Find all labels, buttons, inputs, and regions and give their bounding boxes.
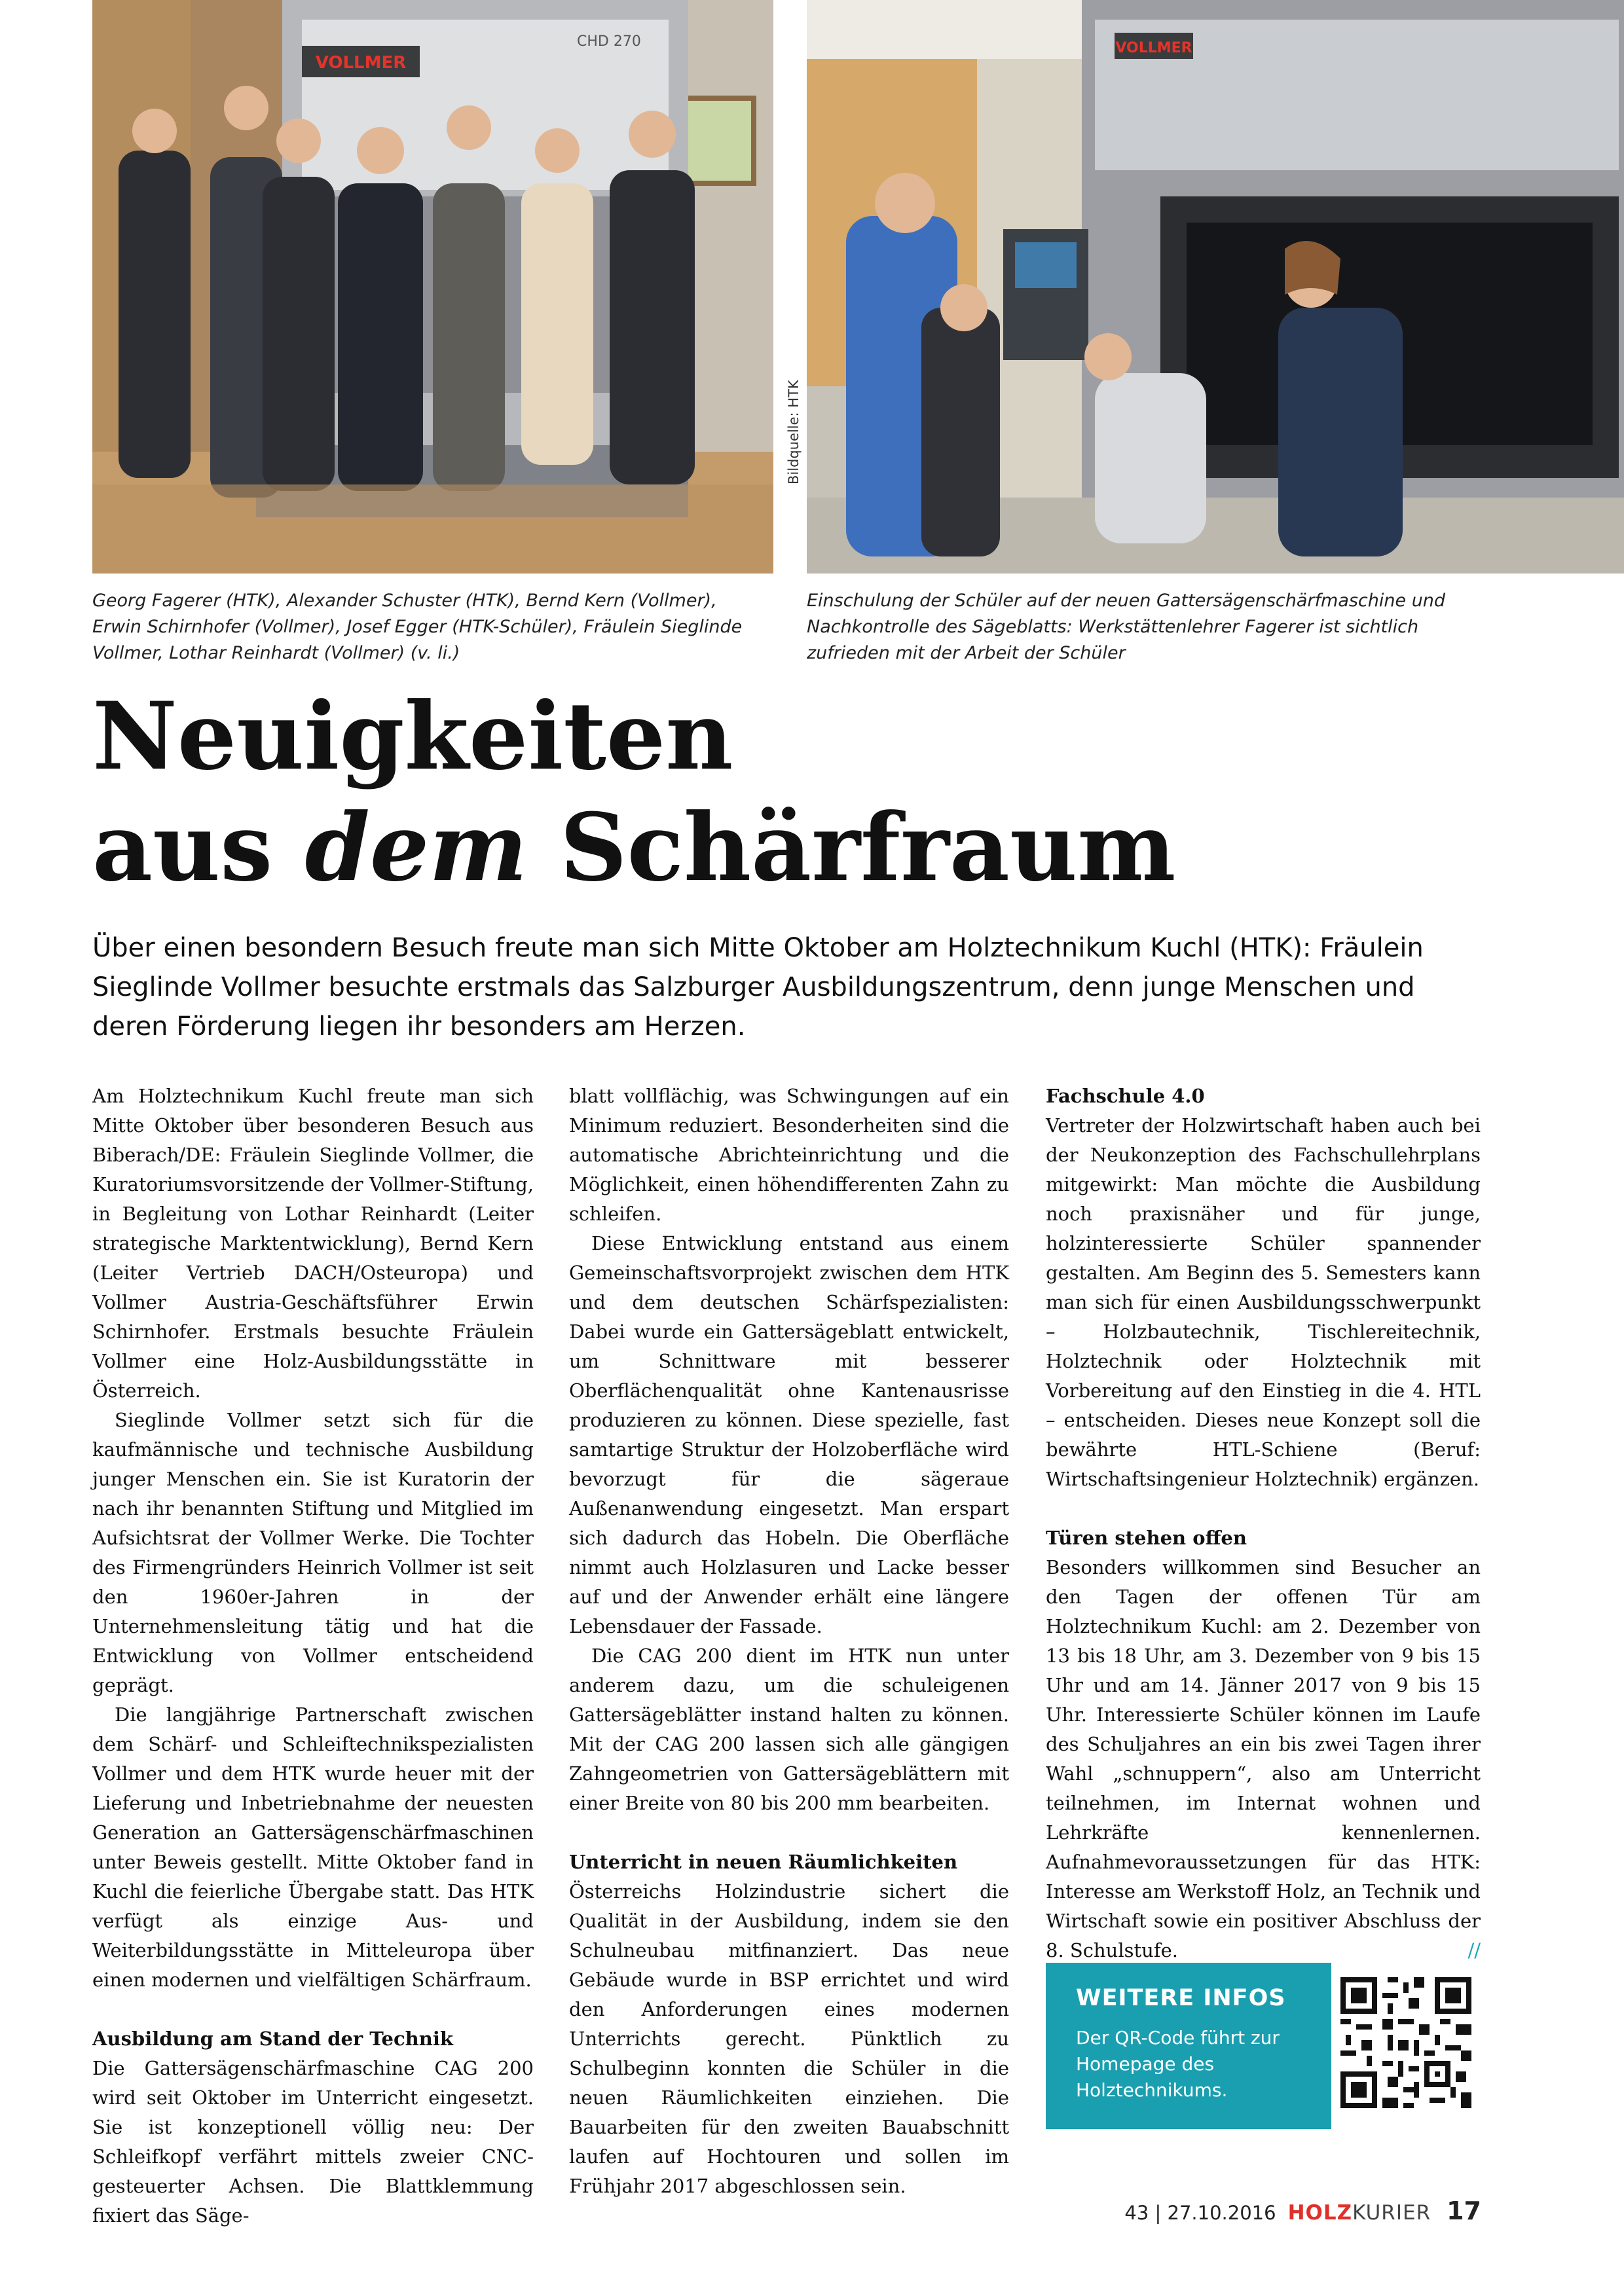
- col3-paragraph-2-text: Besonders willkommen sind Besucher an den Tagen der offenen Tür am Holztechnikum Kuchl: am 2. Dezember von 13 bis 18 Uhr, am 3. Dezember von 9 bis 15 Uhr und am 14. Jänner 2017 von 9 bis 15 Uhr. Interessierte Schüler können im Laufe des Schuljahres an ein bis zwei Tagen ihrer Wahl „schnuppern“, also am Unterricht teilnehmen, im Internat wohnen und Lehrkräfte kennenlernen. Aufnahmevoraussetzungen für das HTK: Interesse am Werkstoff Holz, an Technik und Wirtschaft sowie ein positiver Abschluss der 8. Schulstufe.: [1046, 1556, 1481, 1961]
- info-box: [1046, 1963, 1481, 2129]
- col1-paragraph-4: Die Gattersägenschärfmaschine CAG 200 wird seit Oktober im Unterricht eingesetzt. Sie ist konzeptionell völlig neu: Der Schleifkopf verfährt mittels zweier CNC-gesteuerter Achsen. Die Blattklemmung fixiert das Säge-: [92, 2057, 534, 2227]
- info-box-title: WEITERE INFOS: [1076, 1985, 1286, 2011]
- col3-paragraph-2: [1046, 1553, 1481, 1965]
- photo-credit: Bildquelle: HTK: [786, 380, 802, 484]
- training-photo: [807, 0, 1624, 574]
- qr-code[interactable]: [1331, 1963, 1481, 2129]
- col2-paragraph-2: Diese Entwicklung entstand aus einem Gemeinschaftsvorprojekt zwischen dem HTK und dem deutschen Schärfspezialisten: Dabei wurde ein Gattersägeblatt entwickelt, um Schnittware mit besserer Oberflächenqualität ohne Kantenausrisse produzieren zu können. Diese spezielle, fast samtartige Struktur der Holzoberfläche wird bevorzugt für die sägeraue Außenanwendung eingesetzt. Man erspart sich dadurch das Hobeln. Die Oberfläche nimmt auch Holzlasuren und Lacke besser auf und der Anwender erhält eine längere Lebensdauer der Fassade.: [569, 1232, 1009, 1637]
- col3-paragraph-1: Vertreter der Holzwirtschaft haben auch bei der Neukonzeption des Fachschullehrplans mitgewirkt: Man möchte die Ausbildung noch praxisnäher und für junge, holzinteressierte Schüler spannender gestalten. Am Beginn des 5. Semesters kann man sich für einen Ausbildungsschwerpunkt – Holzbautechnik, Tischlereitechnik, Holztechnik oder Holztechnik mit Vorbereitung auf den Einstieg in die 4. HTL – entscheiden. Dieses neue Konzept soll die bewährte HTL-Schiene (Beruf: Wirtschaftsingenieur Holztechnik) ergänzen.: [1046, 1114, 1481, 1490]
- issue-date: 43 | 27.10.2016: [1124, 2202, 1276, 2224]
- publication-logo: [1288, 2201, 1431, 2225]
- training-photo-caption: Einschulung der Schüler auf der neuen Gattersägenschärfmaschine und Nachkontrolle des Sägeblatts: Werkstättenlehrer Fagerer ist sichtlich zufrieden mit der Arbeit der Schüler: [807, 591, 1446, 663]
- headline-line2-italic: dem: [304, 793, 528, 902]
- article-column-1: [92, 1082, 534, 2231]
- col1-subheading: Ausbildung am Stand der Technik: [92, 2028, 453, 2050]
- headline-line2-post: Schärfraum: [527, 793, 1176, 902]
- group-photo-machine-label: CHD 270: [577, 33, 641, 50]
- col1-paragraph-1: Am Holztechnikum Kuchl freute man sich Mitte Oktober über besonderen Besuch aus Biberach/DE: Fräulein Sieglinde Vollmer, die Kuratoriumsvorsitzende der Vollmer-Stiftung, in Begleitung von Lothar Reinhardt (Leiter strategische Marktentwicklung), Bernd Kern (Leiter Vertrieb DACH/Osteuropa) und Vollmer Austria-Geschäftsführer Erwin Schirnhofer. Erstmals besuchte Fräulein Vollmer eine Holz-Ausbildungsstätte in Österreich.: [92, 1085, 534, 1402]
- article-column-2: [569, 1082, 1009, 2201]
- training-photo-sign: VOLLMER: [1115, 40, 1192, 56]
- group-photo-sign: VOLLMER: [315, 53, 407, 73]
- group-photo: [92, 0, 773, 574]
- info-box-text: Der QR-Code führt zur Homepage des Holztechnikums.: [1076, 2027, 1280, 2101]
- lead-paragraph: Über einen besondern Besuch freute man sich Mitte Oktober am Holztechnikum Kuchl (HTK): Fräulein Sieglinde Vollmer besuchte erstmals das Salzburger Ausbildungszentrum, denn junge Menschen und deren Förderung liegen ihr besonders am Herzen.: [92, 933, 1424, 1042]
- end-mark: //: [1467, 1939, 1481, 1961]
- col2-paragraph-4: Österreichs Holzindustrie sichert die Qualität in der Ausbildung, indem sie den Schulneubau mitfinanziert. Das neue Gebäude wurde in BSP errichtet und wird den Anforderungen eines modernen Unterrichts gerecht. Pünktlich zu Schulbeginn konnten die Schüler in die neuen Räumlichkeiten einziehen. Die Bauarbeiten für den zweiten Bauabschnitt laufen auf Hochtouren und sollen im Frühjahr 2017 abgeschlossen sein.: [569, 1880, 1009, 2197]
- col1-paragraph-3: Die langjährige Partnerschaft zwischen dem Schärf- und Schleiftechnikspezialisten Vollmer und dem HTK wurde heuer mit der Lieferung und Inbetriebnahme der neuesten Generation an Gattersägenschärfmaschinen unter Beweis gestellt. Mitte Oktober fand in Kuchl die feierliche Übergabe statt. Das HTK verfügt als einzige Aus- und Weiterbildungsstätte in Mitteleuropa über einen modernen und vielfältigen Schärfraum.: [92, 1704, 534, 1991]
- publication-logo-bold: HOLZ: [1287, 2201, 1353, 2225]
- article-column-3: [1046, 1082, 1481, 1965]
- page-number: 17: [1447, 2196, 1481, 2225]
- page-footer: [1124, 2196, 1481, 2225]
- qr-code-icon: [1340, 1977, 1471, 2108]
- col2-paragraph-1: blatt vollflächig, was Schwingungen auf ein Minimum reduziert. Besonderheiten sind die automatische Abrichteinrichtung und die Möglichkeit, einen höhendifferenten Zahn zu schleifen.: [569, 1085, 1009, 1225]
- col2-paragraph-3: Die CAG 200 dient im HTK nun unter anderem dazu, um die schuleigenen Gattersägeblätter instand halten zu können. Mit der CAG 200 lassen sich alle gängigen Zahngeometrien von Gattersägeblättern mit einer Breite von 80 bis 200 mm bearbeiten.: [569, 1645, 1009, 1814]
- headline-line1: Neuigkeiten: [92, 682, 733, 791]
- publication-logo-rest: KURIER: [1352, 2201, 1431, 2225]
- group-photo-caption: Georg Fagerer (HTK), Alexander Schuster (HTK), Bernd Kern (Vollmer), Erwin Schirnhofer (Vollmer), Josef Egger (HTK-Schüler), Fräulein Sieglinde Vollmer, Lothar Reinhardt (Vollmer) (v. li.): [92, 591, 743, 663]
- headline: [92, 681, 1337, 903]
- col3-subheading-1: Fachschule 4.0: [1046, 1085, 1205, 1107]
- col1-paragraph-2: Sieglinde Vollmer setzt sich für die kaufmännische und technische Ausbildung junger Menschen ein. Sie ist Kuratorin der nach ihr benannten Stiftung und Mitglied im Aufsichtsrat der Vollmer Werke. Die Tochter des Firmengründers Heinrich Vollmer ist seit den 1960er-Jahren in der Unternehmensleitung tätig und hat die Entwicklung von Vollmer entscheidend geprägt.: [92, 1409, 534, 1696]
- col3-subheading-2: Türen stehen offen: [1046, 1527, 1247, 1549]
- col2-subheading: Unterricht in neuen Räumlichkeiten: [569, 1851, 958, 1873]
- headline-line2-pre: aus: [92, 793, 305, 902]
